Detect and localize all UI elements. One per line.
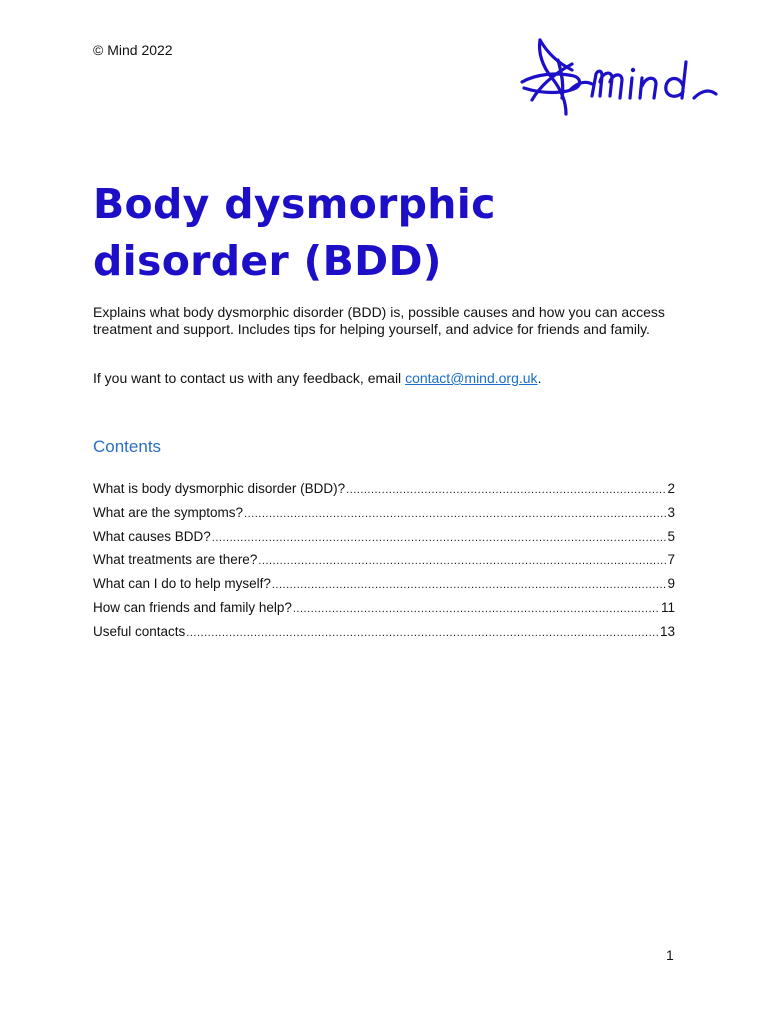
intro-paragraph: Explains what body dysmorphic disorder (BDD) is, possible causes and how you can access treatment and support. Includes tips for helping yourself, and advice for friends and family. bbox=[93, 304, 665, 337]
toc-leader-dots bbox=[244, 508, 666, 520]
toc-leader-dots bbox=[212, 532, 667, 544]
toc-item[interactable] bbox=[93, 576, 675, 600]
toc-item-page: 7 bbox=[667, 552, 675, 568]
toc-leader-dots bbox=[346, 484, 666, 496]
toc-item-title: What can I do to help myself? bbox=[93, 576, 271, 592]
feedback-email-link[interactable]: contact@mind.org.uk bbox=[405, 370, 538, 386]
feedback-prefix: If you want to contact us with any feedback, email bbox=[93, 370, 406, 386]
toc-item-page: 9 bbox=[667, 576, 675, 592]
toc-item-page: 3 bbox=[667, 504, 675, 520]
toc-item-title: What is body dysmorphic disorder (BDD)? bbox=[93, 481, 346, 496]
feedback-suffix: . bbox=[537, 370, 542, 386]
page-number: 1 bbox=[666, 947, 674, 963]
toc-leader-dots bbox=[293, 603, 660, 615]
toc-leader-dots bbox=[258, 555, 666, 567]
toc-item-title: What are the symptoms? bbox=[93, 504, 244, 520]
toc-item-page: 2 bbox=[667, 481, 675, 496]
feedback-paragraph bbox=[93, 370, 678, 387]
document-title bbox=[93, 176, 693, 290]
table-of-contents bbox=[93, 481, 675, 648]
mind-logo bbox=[518, 34, 720, 120]
toc-item-page: 5 bbox=[667, 528, 675, 544]
toc-item[interactable] bbox=[93, 624, 675, 648]
toc-item-title: Useful contacts bbox=[93, 623, 186, 639]
contents-heading: Contents bbox=[93, 437, 162, 456]
toc-item[interactable] bbox=[93, 529, 675, 553]
toc-item[interactable] bbox=[93, 505, 675, 529]
toc-item-title: What treatments are there? bbox=[93, 552, 258, 568]
toc-item-page: 13 bbox=[659, 623, 675, 639]
toc-item-title: What causes BDD? bbox=[93, 528, 211, 544]
toc-item[interactable] bbox=[93, 552, 675, 576]
copyright-text: © Mind 2022 bbox=[93, 42, 173, 58]
toc-item-page: 11 bbox=[660, 599, 675, 615]
toc-item-title: How can friends and family help? bbox=[93, 599, 292, 615]
toc-leader-dots bbox=[186, 627, 659, 639]
mind-logo-icon bbox=[518, 34, 720, 120]
title-line-2: disorder (BDD) bbox=[93, 237, 442, 285]
toc-leader-dots bbox=[272, 579, 667, 591]
toc-item[interactable] bbox=[93, 481, 675, 505]
title-line-1: Body dysmorphic bbox=[93, 180, 496, 228]
toc-item[interactable] bbox=[93, 600, 675, 624]
